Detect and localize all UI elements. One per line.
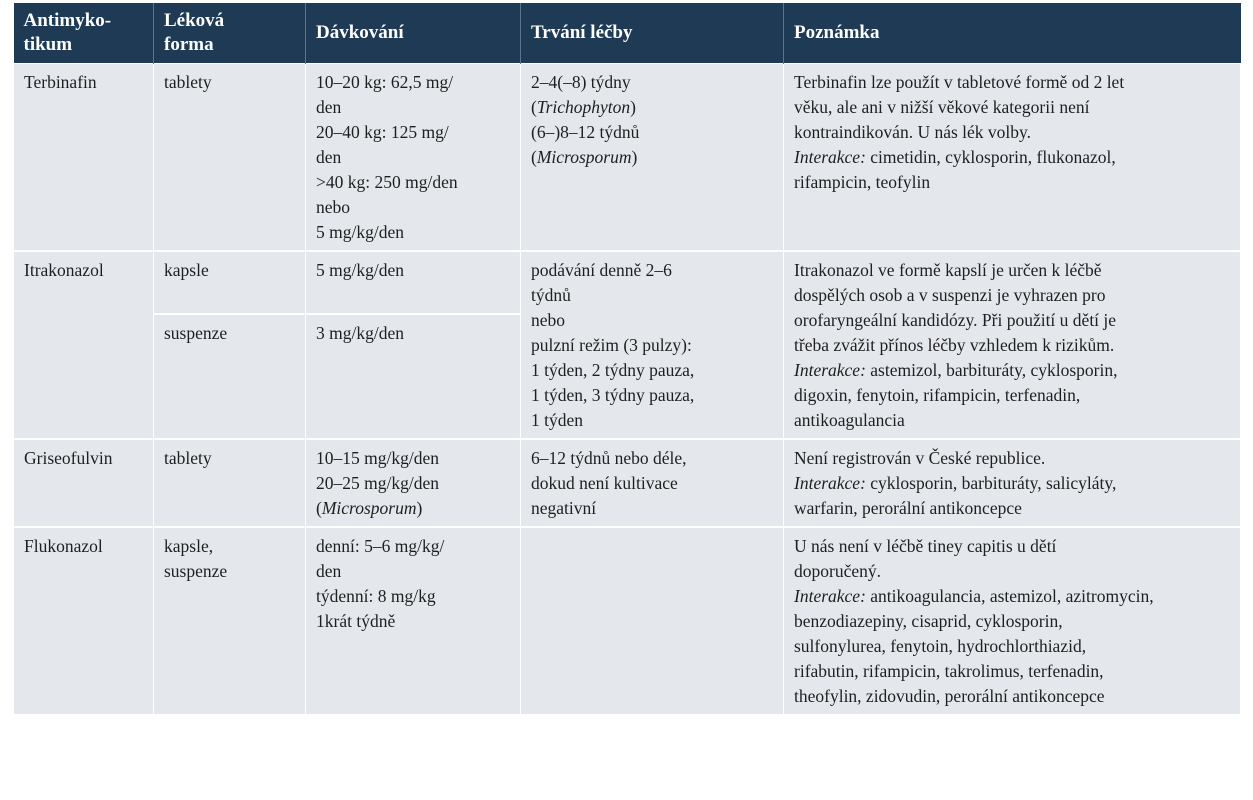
cell-note: Terbinafin lze použít v tabletové formě od 2 let věku, ale ani v nižší věkové kategorii není kontraindikován. U nás lék volby. Interakce: cimetidin, cyklosporin, flukonazol, rifampicin, teofylin — [784, 64, 1241, 252]
duration-trichophyton: (Trichophyton) — [531, 97, 636, 117]
cell-dose: 5 mg/kg/den — [306, 251, 521, 314]
interactions-line: Interakce: cyklosporin, barbituráty, salicyláty, — [794, 473, 1117, 493]
header-trvani-lecby: Trvání léčby — [521, 3, 784, 64]
cell-dose: 10–15 mg/kg/den 20–25 mg/kg/den (Microsporum) — [306, 439, 521, 527]
cell-duration: 6–12 týdnů nebo déle, dokud není kultivace negativní — [521, 439, 784, 527]
cell-dose: denní: 5–6 mg/kg/ den týdenní: 8 mg/kg 1krát týdně — [306, 527, 521, 715]
cell-form: suspenze — [154, 314, 306, 439]
drug-table-container — [13, 3, 1240, 716]
interactions-line: Interakce: antikoagulancia, astemizol, azitromycin, — [794, 586, 1154, 606]
cell-form: kapsle, suspenze — [154, 527, 306, 715]
table-row-terbinafin — [14, 64, 1241, 252]
cell-name: Itrakonazol — [14, 251, 154, 439]
table-row-itrakonazol — [14, 251, 1241, 314]
cell-duration: 2–4(–8) týdny (Trichophyton) (6–)8–12 týdnů (Microsporum) — [521, 64, 784, 252]
cell-name: Flukonazol — [14, 527, 154, 715]
header-davkovani: Dávkování — [306, 3, 521, 64]
cell-note: U nás není v léčbě tiney capitis u dětí doporučený. Interakce: antikoagulancia, astemizol, azitromycin, benzodiazepiny, cisaprid, cyklosporin, sulfonylurea, fenytoin, hydrochlorthiazid, rifabutin, rifampicin, takrolimus, terfenadin, theofylin, zidovudin, perorální antikoncepce — [784, 527, 1241, 715]
antifungal-table — [13, 3, 1241, 716]
cell-note: Itrakonazol ve formě kapslí je určen k léčbě dospělých osob a v suspenzi je vyhrazen pro orofaryngeální kandidózy. Při použití u dětí je třeba zvážit přínos léčby vzhledem k rizikům. Interakce: astemizol, barbituráty, cyklosporin, digoxin, fenytoin, rifampicin, terfenadin, antikoagulancia — [784, 251, 1241, 439]
cell-dose: 10–20 kg: 62,5 mg/ den 20–40 kg: 125 mg/ den >40 kg: 250 mg/den nebo 5 mg/kg/den — [306, 64, 521, 252]
duration-microsporum: (Microsporum) — [531, 147, 638, 167]
header-lekova-forma: Léková forma — [154, 3, 306, 64]
header-poznamka: Poznámka — [784, 3, 1241, 64]
interactions-line: Interakce: cimetidin, cyklosporin, flukonazol, — [794, 147, 1116, 167]
cell-form: kapsle — [154, 251, 306, 314]
header-row — [14, 3, 1241, 64]
table-row-flukonazol — [14, 527, 1241, 715]
cell-form: tablety — [154, 64, 306, 252]
interactions-line: Interakce: astemizol, barbituráty, cyklosporin, — [794, 360, 1118, 380]
cell-dose: 3 mg/kg/den — [306, 314, 521, 439]
cell-name: Griseofulvin — [14, 439, 154, 527]
cell-duration: podávání denně 2–6 týdnů nebo pulzní režim (3 pulzy): 1 týden, 2 týdny pauza, 1 týden, 3 týdny pauza, 1 týden — [521, 251, 784, 439]
table-row-griseofulvin — [14, 439, 1241, 527]
cell-form: tablety — [154, 439, 306, 527]
cell-duration — [521, 527, 784, 715]
cell-name: Terbinafin — [14, 64, 154, 252]
header-antimykotikum: Antimyko- tikum — [14, 3, 154, 64]
dose-microsporum: (Microsporum) — [316, 498, 423, 518]
cell-note: Není registrován v České republice. Interakce: cyklosporin, barbituráty, salicyláty, warfarin, perorální antikoncepce — [784, 439, 1241, 527]
